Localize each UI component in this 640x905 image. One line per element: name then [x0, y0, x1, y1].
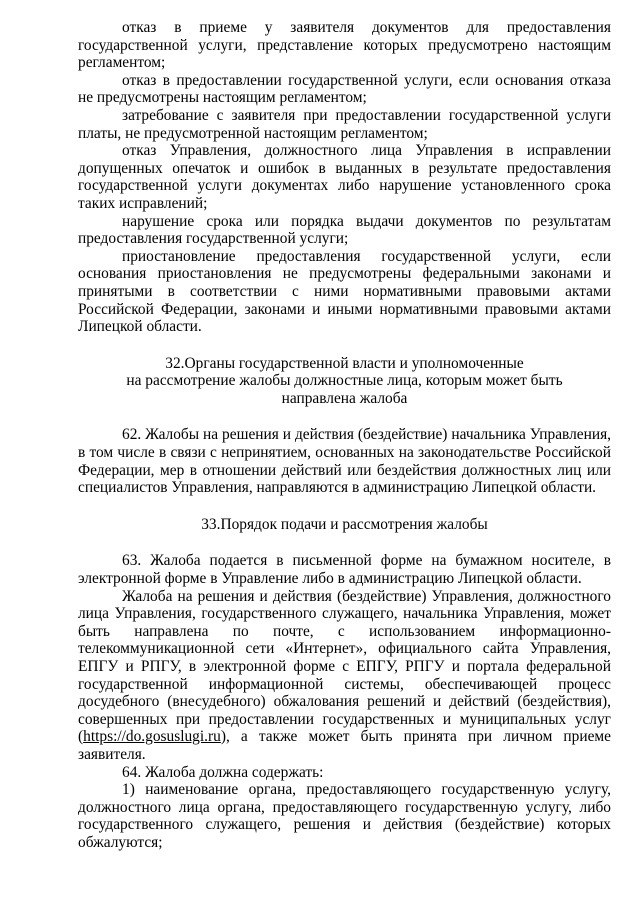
spacer — [78, 336, 611, 355]
section-32-heading-line-1: 32.Органы государственной власти и уполномоченные — [165, 354, 524, 372]
paragraph-suspension: приостановление предоставления государственной услуги, если основания приостановления не предусмотрены федеральными законами и принятыми в соответствии с ними нормативными правовыми актами Российской Федерации, законами и иными нормативными правовыми актами Липецкой области. — [78, 247, 611, 336]
paragraph-correction-refusal: отказ Управления, должностного лица Управления в исправлении допущенных опечаток и ошибок в выданных в результате предоставления государственной услуги документах либо нарушение установленного срока таких исправлений; — [78, 142, 611, 212]
spacer — [78, 497, 611, 516]
section-32-heading-line-3: направлена жалоба — [281, 389, 408, 407]
paragraph-fee-demand: затребование с заявителя при предоставлении государственной услуги платы, не предусмотренной настоящим регламентом; — [78, 106, 611, 142]
paragraph-63: 63. Жалоба подается в письменной форме на бумажном носителе, в электронной форме в Управление либо в администрацию Липецкой области. — [78, 552, 611, 588]
spacer — [78, 407, 611, 426]
list-item-1: 1) наименование органа, предоставляющего государственную услугу, должностного лица органа, предоставляющего государственную услугу, либо государственного служащего, решения и действия (бездействие) которых обжалуются; — [78, 781, 611, 851]
section-32-heading-line-2: на рассмотрение жалобы должностные лица, которым может быть — [126, 372, 563, 390]
paragraph-complaint-channels — [78, 588, 611, 764]
paragraph-issuance-violation: нарушение срока или порядка выдачи документов по результатам предоставления государственной услуги; — [78, 212, 611, 248]
spacer — [78, 533, 611, 552]
complaint-text-before-link: Жалоба на решения и действия (бездействие) Управления, должностного лица Управления, государственного служащего, начальника Управления, может быть направлена по почте, с использованием информационно-телекоммуникационной сети «Интернет», официального сайта Управления, ЕПГУ и РПГУ, в электронной форме с ЕПГУ, РПГУ и портала федеральной государственной информационной системы, обеспечивающей процесс досудебного (внесудебного) обжалования решений и действий (бездействия), совершенных при предоставлении государственных и муниципальных услуг ( — [78, 587, 611, 746]
paragraph-64: 64. Жалоба должна содержать: — [122, 763, 324, 781]
paragraph-refusal-service: отказ в предоставлении государственной услуги, если основания отказа не предусмотрены настоящим регламентом; — [78, 71, 611, 107]
paragraph-62: 62. Жалобы на решения и действия (бездействие) начальника Управления, в том числе в связи с непринятием, основанных на законодательстве Российской Федерации, мер в отношении действий или бездействия должностных лиц или специалистов Управления, направляются в администрацию Липецкой области. — [78, 426, 611, 497]
paragraph-refusal-documents: отказ в приеме у заявителя документов для предоставления государственной услуги, представление которых предусмотрено настоящим регламентом; — [78, 19, 611, 72]
section-33-heading: 33.Порядок подачи и рассмотрения жалобы — [201, 515, 488, 533]
complaint-text-after-link: ), а также может быть принята при личном приеме заявителя. — [78, 728, 611, 763]
document-page — [78, 19, 611, 852]
gosuslugi-link[interactable]: https://do.gosuslugi.ru — [83, 728, 221, 746]
